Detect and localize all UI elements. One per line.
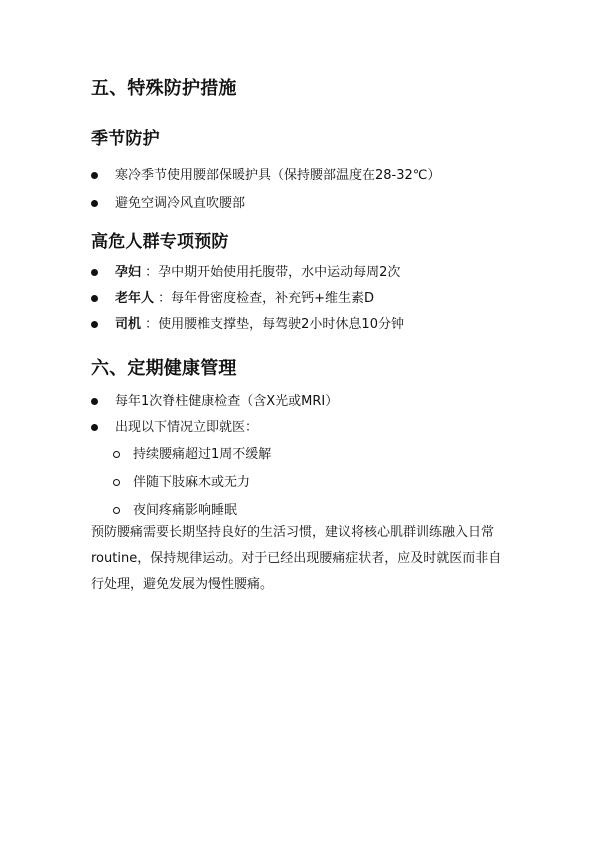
list-item-text: 出现以下情况立即就医： (115, 420, 259, 435)
sub-list-item-text: 伴随下肢麻木或无力 (133, 475, 251, 490)
group-label: 孕妇 (115, 265, 142, 280)
bullet-icon (91, 269, 98, 276)
hollow-bullet-icon (113, 479, 120, 486)
group-label: 老年人 (115, 291, 155, 306)
group-text: ：使用腰椎支撑垫，每驾驶2小时休息10分钟 (145, 317, 404, 332)
health-list (91, 392, 594, 437)
closing-paragraph: 预防腰痛需要长期坚持良好的生活习惯，建议将核心肌群训练融入日常routine，保持规律运动。对于已经出现腰痛症状者，应及时就医而非自行处理，避免发展为慢性腰痛。 (91, 525, 502, 592)
spacer (91, 253, 594, 263)
bullet-icon (91, 295, 98, 302)
list-item-text: 避免空调冷风直吹腰部 (115, 196, 246, 211)
spacer (91, 100, 594, 128)
hollow-bullet-icon (113, 451, 120, 458)
spacer (91, 334, 594, 358)
list-item-text: 每年1次脊柱健康检查（含X光或MRI） (115, 394, 339, 409)
list-item (91, 194, 594, 213)
sub-list-item (91, 445, 594, 464)
high-risk-title: 高危人群专项预防 (91, 232, 229, 252)
list-item (91, 289, 594, 308)
seasonal-title: 季节防护 (91, 129, 160, 149)
sub-list-item-text: 持续腰痛超过1周不缓解 (133, 447, 272, 462)
spacer (91, 213, 594, 231)
symptom-sublist (91, 445, 594, 520)
spacer (91, 150, 594, 166)
list-item (91, 166, 594, 185)
sub-list-item (91, 501, 594, 520)
bullet-icon (91, 424, 98, 431)
group-text: ：每年骨密度检查，补充钙+维生素D (158, 291, 375, 306)
spacer (91, 380, 594, 392)
high-risk-list (91, 263, 594, 334)
section6-title: 六、定期健康管理 (91, 358, 237, 379)
group-text: ：孕中期开始使用托腹带，水中运动每周2次 (145, 265, 401, 280)
list-item (91, 263, 594, 282)
list-item-text: 寒冷季节使用腰部保暖护具（保持腰部温度在28-32℃） (115, 168, 441, 183)
list-item (91, 418, 594, 437)
seasonal-list (91, 166, 594, 213)
bullet-icon (91, 200, 98, 207)
list-item (91, 315, 594, 334)
sub-list-item-text: 夜间疼痛影响睡眠 (133, 503, 238, 518)
list-item (91, 392, 594, 411)
group-label: 司机 (115, 317, 142, 332)
bullet-icon (91, 321, 98, 328)
hollow-bullet-icon (113, 507, 120, 514)
bullet-icon (91, 172, 98, 179)
bullet-icon (91, 398, 98, 405)
sub-list-item (91, 473, 594, 492)
section5-title: 五、特殊防护措施 (91, 78, 237, 99)
